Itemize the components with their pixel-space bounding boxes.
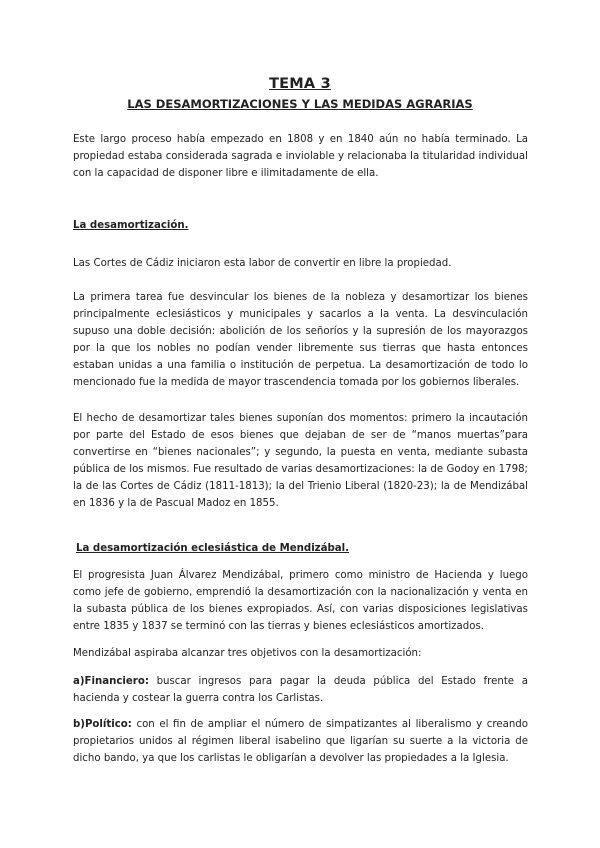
paragraph-cortes-cadiz: Las Cortes de Cádiz iniciaron esta labor de convertir en libre la propiedad. <box>73 258 452 269</box>
section-heading-mendizabal: La desamortización eclesiástica de Mendizábal. <box>76 543 350 554</box>
objective-financiero-text: buscar ingresos para pagar la deuda pública del Estado frente a hacienda y costear la guerra contra los Carlistas. <box>73 676 528 704</box>
paragraph-primera-tarea: La primera tarea fue desvincular los bienes de la nobleza y desamortizar los bienes principalmente eclesiásticos y municipales y sacarlos a la venta. La desvinculación supuso una doble decisión: abolición de los señoríos y la supresión de los mayorazgos por la que los nobles no podían vender libremente sus tierras que hasta entonces estaban unidas a una familia o institución de perpetua. La desamortización de todo lo mencionado fue la medida de mayor trascendencia tomada por los gobiernos liberales. <box>73 292 528 388</box>
objective-financiero-label: a)Financiero: <box>73 676 149 687</box>
paragraph-hecho-desamortizar: El hecho de desamortizar tales bienes suponían dos momentos: primero la incautación por parte del Estado de esos bienes que dejaban de ser de “manos muertas”para convertirse en “bienes nacionales”; y segundo, la puesta en venta, mediante subasta pública de los mismos. Fue resultado de varias desamortizaciones: la de Godoy en 1798; la de las Cortes de Cádiz (1811-1813); la del Trienio Liberal (1820-23); la de Mendizábal en 1836 y la de Pascual Madoz en 1855. <box>73 413 528 509</box>
paragraph-progresista: El progresista Juan Álvarez Mendizábal, primero como ministro de Hacienda y luego como jefe de gobierno, emprendió la desamortización con la nacionalización y venta en la subasta pública de los bienes expropiados. Así, con varias disposiciones legislativas entre 1835 y 1837 se terminó con las tierras y bienes eclesiásticos amortizados. <box>73 570 528 632</box>
intro-paragraph: Este largo proceso había empezado en 1808 y en 1840 aún no había terminado. La propiedad estaba considerada sagrada e inviolable y relacionaba la titularidad individual con la capacidad de disponer libre e ilimitadamente de ella. <box>73 134 528 179</box>
document-title: TEMA 3 <box>269 76 331 92</box>
objective-financiero <box>73 673 528 707</box>
objective-politico-text: con el fin de ampliar el número de simpatizantes al liberalismo y creando propietarios unidos al régimen liberal isabelino que ligarían su suerte a la victoria de dicho bando, ya que los carlistas le obligarían a devolver las propiedades a la Iglesia. <box>73 719 528 764</box>
paragraph-objetivos: Mendizábal aspiraba alcanzar tres objetivos con la desamortización: <box>73 648 422 659</box>
objective-politico <box>73 716 528 767</box>
document-subtitle: LAS DESAMORTIZACIONES Y LAS MEDIDAS AGRARIAS <box>127 97 473 111</box>
objective-politico-label: b)Político: <box>73 719 132 730</box>
section-heading-desamortizacion: La desamortización. <box>73 220 189 231</box>
